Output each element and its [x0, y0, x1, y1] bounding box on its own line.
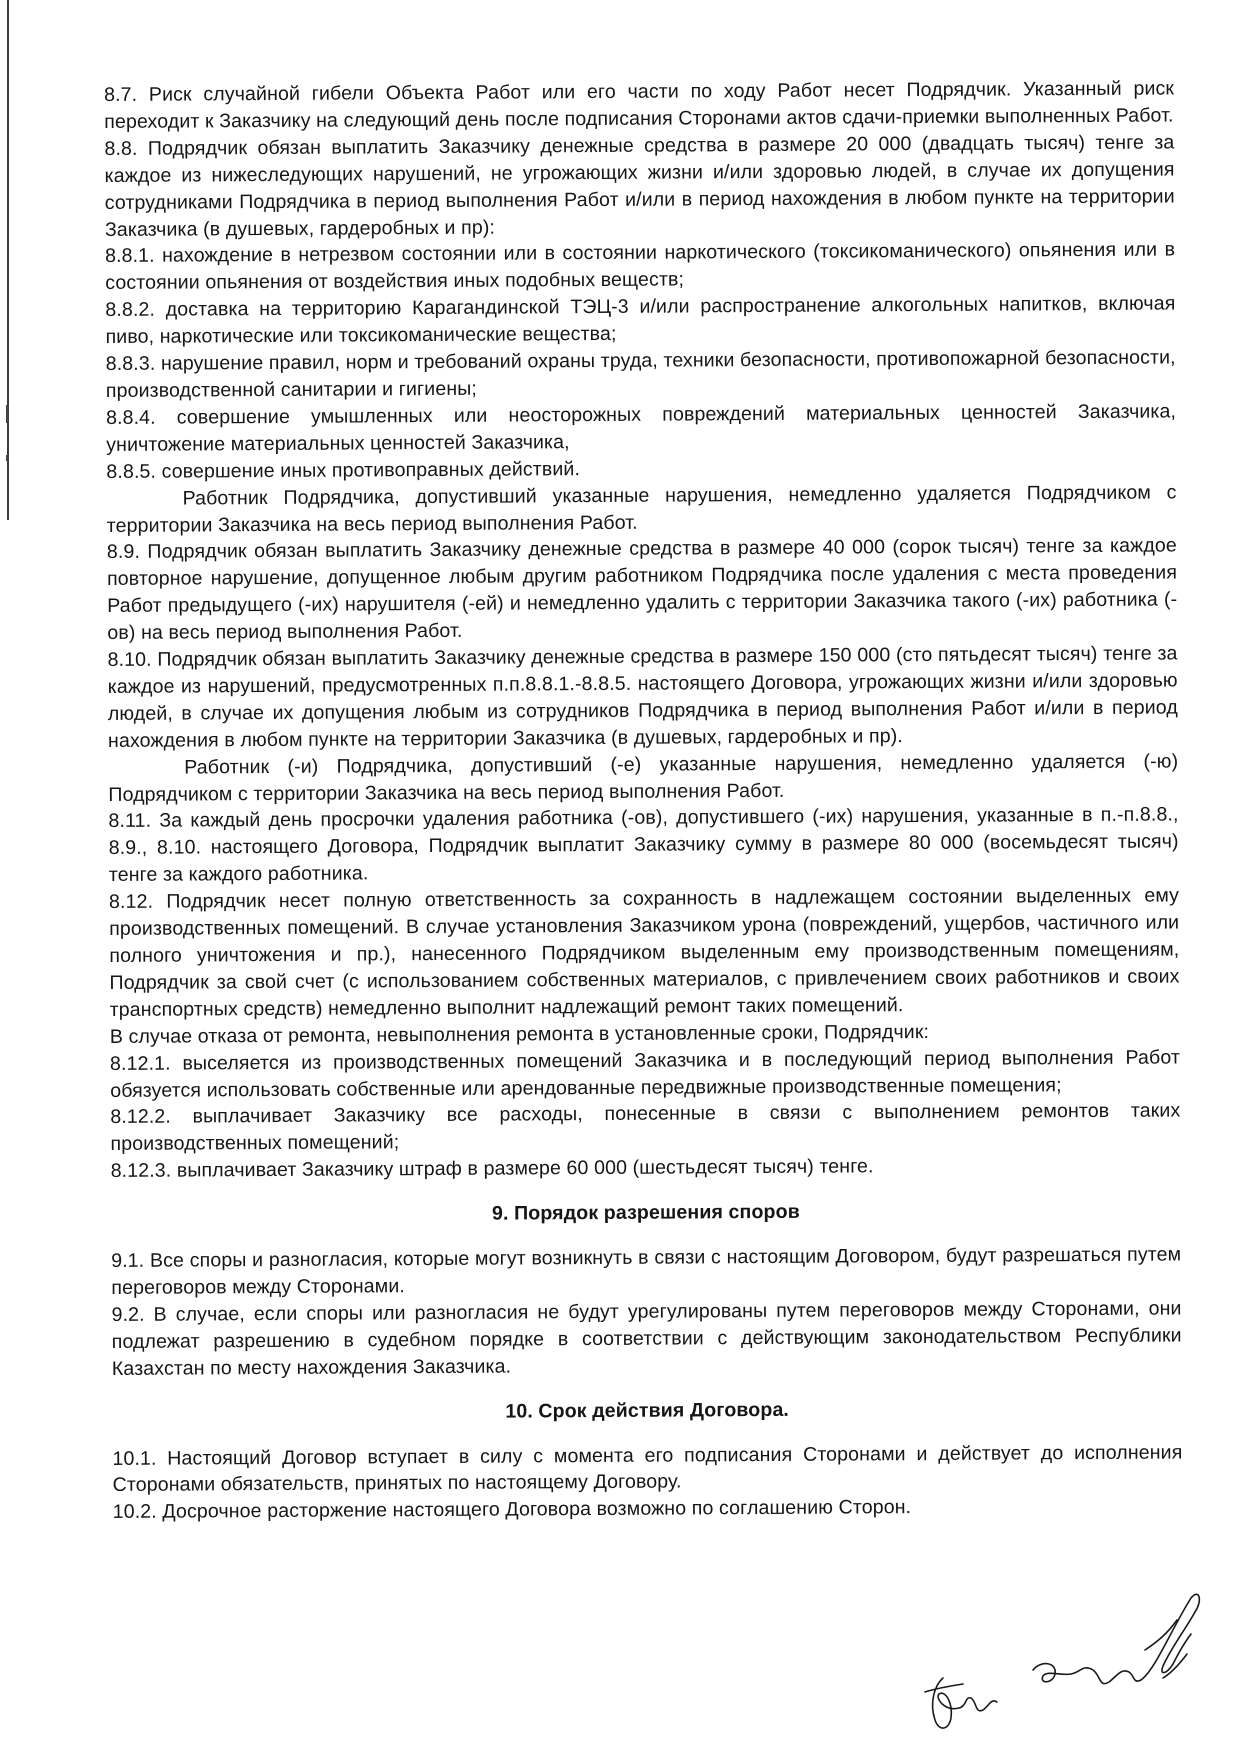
- scan-edge-mark: [6, 405, 9, 423]
- scan-left-edge: [7, 0, 9, 520]
- handwritten-signatures: [905, 1590, 1215, 1740]
- clause-8-8: 8.8. Подрядчик обязан выплатить Заказчику денежные средства в размере 20 000 (двадцать тысяч) тенге за каждое из нижеследующих нарушений, не угрожающих жизни и/или здоровью людей, в случае их допущения сотрудниками Подрядчика в период выполнения Работ и/или в период нахождения в любом пункте на территории Заказчика (в душевых, гардеробных и пр):: [104, 131, 1175, 241]
- signature-left: [933, 1678, 997, 1728]
- clause-9-2: 9.2. В случае, если споры или разногласия не будут урегулированы путем переговоров между Сторонами, они подлежат разрешению в судебном порядке в соответствии с действующим законодательством Республики Казахстан по месту нахождения Заказчика.: [111, 1297, 1182, 1380]
- clause-8-10: 8.10. Подрядчик обязан выплатить Заказчику денежные средства в размере 150 000 (сто пятьдесят тысяч) тенге за каждое из нарушений, предусмотренных п.п.8.8.1.-8.8.5. настоящего Договора, угрожающих жизни и/или здоровью людей, в случае их допущения любым из сотрудников Подрядчика в период выполнения Работ и/или в период нахождения в любом пункте на территории Заказчика (в душевых, гардеробных и пр).: [107, 642, 1178, 752]
- clause-8-8-1: 8.8.1. нахождение в нетрезвом состоянии или в состоянии наркотического (токсикоманического) опьянения или в состоянии опьянения от воздействия иных подобных веществ;: [104, 238, 1176, 295]
- clause-8-8-4: 8.8.4. совершение умышленных или неосторожных повреждений материальных ценностей Заказчика, уничтожение материальных ценностей Заказчика,: [105, 400, 1177, 456]
- clause-10-2: 10.2. Досрочное расторжение настоящего Договора возможно по соглашению Сторон.: [112, 1496, 912, 1524]
- clause-8-9: 8.9. Подрядчик обязан выплатить Заказчику денежные средства в размере 40 000 (сорок тысяч) тенге за каждое повторное нарушение, допущенное любым другим работником Подрядчика после удаления с места проведения Работ предыдущего (-их) нарушителя (-ей) и немедленно удалить с территории Заказчика такого (-их) работника (-ов) на весь период выполнения Работ.: [106, 534, 1178, 645]
- clause-8-12-1: 8.12.1. выселяется из производственных помещений Заказчика и в последующий период выполнения Работ обязуется использовать собственные или арендованные передвижные производственные помещения;: [109, 1046, 1181, 1102]
- clause-8-12: 8.12. Подрядчик несет полную ответственность за сохранность в надлежащем состоянии выделенных ему производственных помещений. В случае установления Заказчиком урона (повреждений, ущербов, частичного или полного уничтожения и пр.), нанесенного Подрядчиком выделенным ему производственным помещениям, Подрядчик за свой счет (с использованием собственных материалов, с привлечением своих работников и своих транспортных средств) немедленно выполнит надлежащий ремонт таких помещений.: [108, 884, 1180, 1021]
- section-10-heading: 10. Срок действия Договора.: [505, 1398, 790, 1423]
- clause-8-12-refusal: В случае отказа от ремонта, невыполнения ремонта в установленные сроки, Подрядчик:: [109, 1020, 930, 1048]
- clause-8-8-2: 8.8.2. доставка на территорию Карагандинской ТЭЦ-3 и/или распространение алкогольных напитков, включая пиво, наркотические или токсикоманические вещества;: [105, 292, 1176, 349]
- clause-8-8-note: Работник Подрядчика, допустивший указанные нарушения, немедленно удаляется Подрядчиком с территории Заказчика на весь период выполнения Работ.: [106, 481, 1177, 537]
- clause-10-1: 10.1. Настоящий Договор вступает в силу с момента его подписания Сторонами и действует до исполнения Сторонами обязательств, принятых по настоящему Договору.: [112, 1440, 1183, 1497]
- clause-8-7: 8.7. Риск случайной гибели Объекта Работ или его части по ходу Работ несет Подрядчик. Указанный риск переходит к Заказчику на следующий день после подписания Сторонами актов сдачи-приемки выполненных Работ.: [104, 77, 1175, 133]
- document-body: [104, 75, 1183, 1526]
- clause-8-10-note: Работник (-и) Подрядчика, допустивший (-е) указанные нарушения, немедленно удаляется (-ю) Подрядчиком с территории Заказчика на весь период выполнения Работ.: [108, 750, 1179, 806]
- clause-8-8-3: 8.8.3. нарушение правил, норм и требований охраны труда, техники безопасности, противопожарной безопасности, производственной санитарии и гигиены;: [105, 346, 1176, 402]
- clause-8-12-3: 8.12.3. выплачивает Заказчику штраф в размере 60 000 (шестьдесят тысяч) тенге.: [110, 1155, 874, 1183]
- section-9-heading: 9. Порядок разрешения споров: [491, 1200, 800, 1225]
- clause-8-8-5: 8.8.5. совершение иных противоправных действий.: [106, 457, 581, 483]
- clause-9-1: 9.1. Все споры и разногласия, которые могут возникнуть в связи с настоящим Договором, будут разрешаться путем переговоров между Сторонами.: [111, 1243, 1182, 1299]
- clause-8-11: 8.11. За каждый день просрочки удаления работника (-ов), допустившего (-их) нарушения, указанные в п.-п.8.8., 8.9., 8.10. настоящего Договора, Подрядчик выплатит Заказчику сумму в размере 80 000 (восемьдесят тысяч) тенге за каждого работника.: [108, 803, 1179, 887]
- clause-8-12-2: 8.12.2. выплачивает Заказчику все расходы, понесенные в связи с выполнением ремонтов таких производственных помещений;: [110, 1099, 1181, 1156]
- signature-right: [1033, 1594, 1199, 1683]
- scan-edge-mark: [6, 455, 9, 461]
